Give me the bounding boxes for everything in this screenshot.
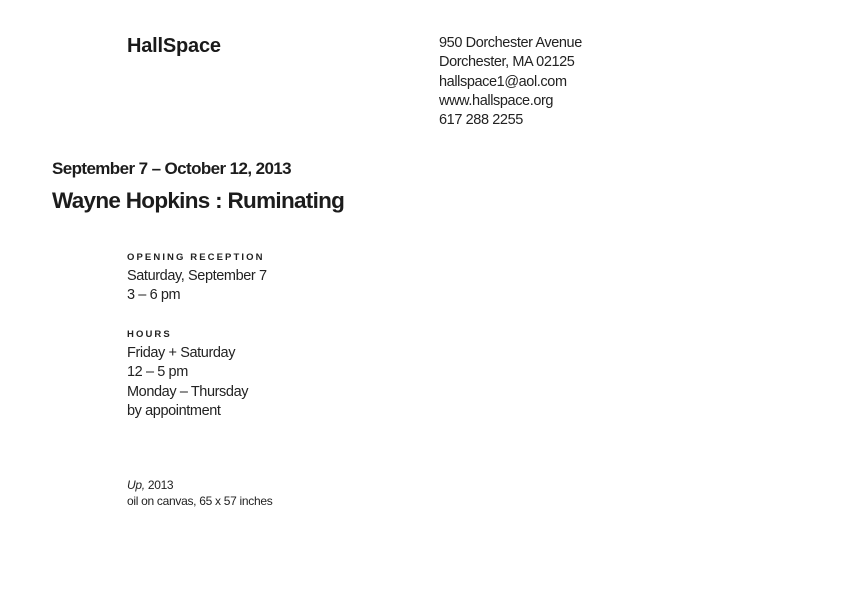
- email-address: hallspace1@aol.com: [439, 73, 567, 90]
- opening-reception-section: [127, 252, 267, 306]
- hours-section: [127, 329, 248, 421]
- opening-reception-label: OPENING RECEPTION: [127, 252, 265, 263]
- artwork-title: Up,: [127, 478, 145, 492]
- hours-line: Friday + Saturday: [127, 345, 236, 361]
- hours-line: Monday – Thursday: [127, 383, 249, 400]
- artwork-year: 2013: [144, 478, 174, 492]
- artwork-caption: [127, 477, 272, 509]
- hours-label: HOURS: [127, 329, 172, 340]
- hallspace-logo: HallSpace: [127, 35, 221, 57]
- phone-number: 617 288 2255: [439, 112, 523, 129]
- hours-line: 12 – 5 pm: [127, 364, 188, 381]
- artwork-title-line: [127, 477, 272, 493]
- hours-line: by appointment: [127, 402, 221, 419]
- reception-time: 3 – 6 pm: [127, 287, 181, 304]
- street-address: 950 Dorchester Avenue: [439, 35, 582, 51]
- exhibition-title: Wayne Hopkins : Ruminating: [52, 188, 345, 213]
- website-url: www.hallspace.org: [439, 92, 554, 109]
- reception-day: Saturday, September 7: [127, 268, 267, 284]
- artwork-medium: oil on canvas, 65 x 57 inches: [127, 494, 273, 508]
- exhibition-dates: September 7 – October 12, 2013: [52, 159, 292, 178]
- city-state-zip: Dorchester, MA 02125: [439, 54, 575, 71]
- contact-address-block: [439, 34, 582, 130]
